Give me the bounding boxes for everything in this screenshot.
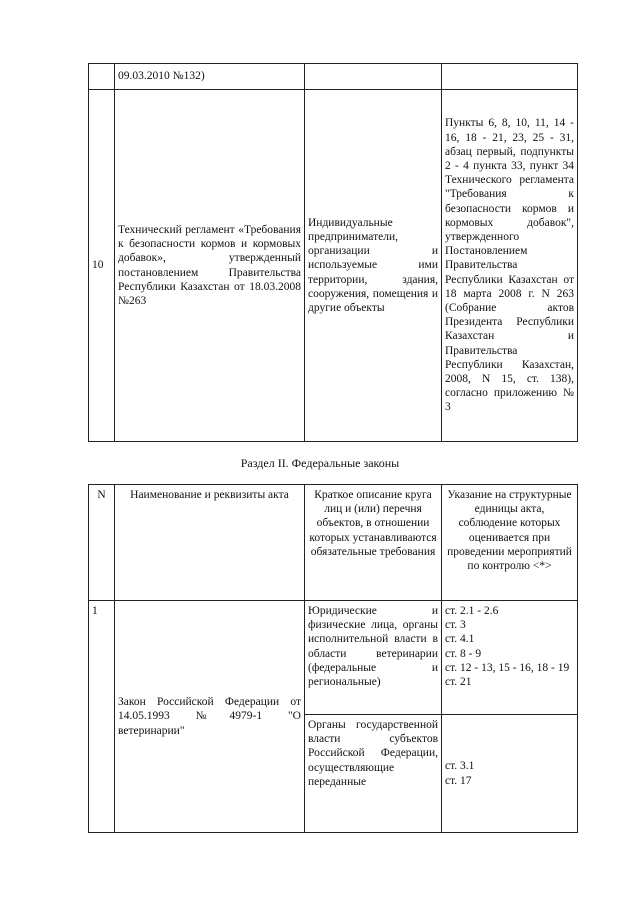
structural-units-cell: [442, 601, 578, 715]
scope-cell: [305, 64, 442, 90]
scope-cell: Юридические и физические лица, органы исполнительной власти в области ветеринарии (федеральные и региональные): [305, 601, 442, 715]
structural-units-cell: [442, 715, 578, 833]
table-header-row: [89, 485, 578, 601]
header-scope: Краткое описание круга лиц и (или) перечня объектов, в отношении которых устанавливаются обязательные требования: [305, 485, 442, 601]
row-number: [89, 64, 115, 90]
structural-units-cell: Пункты 6, 8, 10, 11, 14 - 16, 18 - 21, 23, 25 - 31, абзац первый, подпункты 2 - 4 пункта 33, пункт 34 Технического регламента "Требования к безопасности кормов и кормовых добавок", утвержденного Постановлением Правительства Республики Казахстан от 18 марта 2008 г. N 263 (Собрание актов Президента Республики Казахстан и Правительства Республики Казахстан, 2008, N 15, ст. 138), согласно приложению № 3: [442, 90, 578, 442]
act-name-cell: Закон Российской Федерации от 14.05.1993 №4979-1 "О ветеринарии": [115, 601, 305, 833]
structural-unit: ст. 4.1: [445, 633, 475, 646]
act-name-cell: 09.03.2010 №132): [115, 64, 305, 90]
structural-unit: ст. 2.1 - 2.6: [445, 605, 499, 617]
structural-unit: ст. 21: [445, 676, 472, 689]
structural-units-cell: [442, 64, 578, 90]
structural-unit: ст. 17: [445, 774, 472, 787]
table-row: [89, 90, 578, 442]
structural-unit: ст. 3: [445, 619, 466, 632]
requirements-table-federal-laws: [88, 484, 578, 833]
table-row: [89, 64, 578, 90]
requirements-table-kazakhstan: [88, 63, 578, 442]
scope-cell: Индивидуальные предприниматели, организации и используемые ими территории, здания, сооружения, помещения и другие объекты: [305, 90, 442, 442]
structural-unit: ст. 8 - 9: [445, 647, 482, 660]
structural-unit: ст. 3.1: [445, 760, 475, 773]
row-number: 10: [89, 90, 115, 442]
act-name-cell: Технический регламент «Требования к безопасности кормов и кормовых добавок», утвержденный постановлением Правительства Республики Казахстан от 18.03.2008 №263: [115, 90, 305, 442]
scope-cell: Органы государственной власти субъектов Российской Федерации, осуществляющие переданные: [305, 715, 442, 833]
structural-unit: ст. 12 - 13, 15 - 16, 18 - 19: [445, 661, 570, 674]
header-structural-units: Указание на структурные единицы акта, соблюдение которых оценивается при проведении мероприятий по контролю <*>: [442, 485, 578, 601]
header-act-name: Наименование и реквизиты акта: [115, 485, 305, 601]
header-number: N: [89, 485, 115, 601]
section-title: Раздел II. Федеральные законы: [240, 456, 400, 470]
row-number: 1: [89, 601, 115, 833]
table-row: [89, 601, 578, 715]
